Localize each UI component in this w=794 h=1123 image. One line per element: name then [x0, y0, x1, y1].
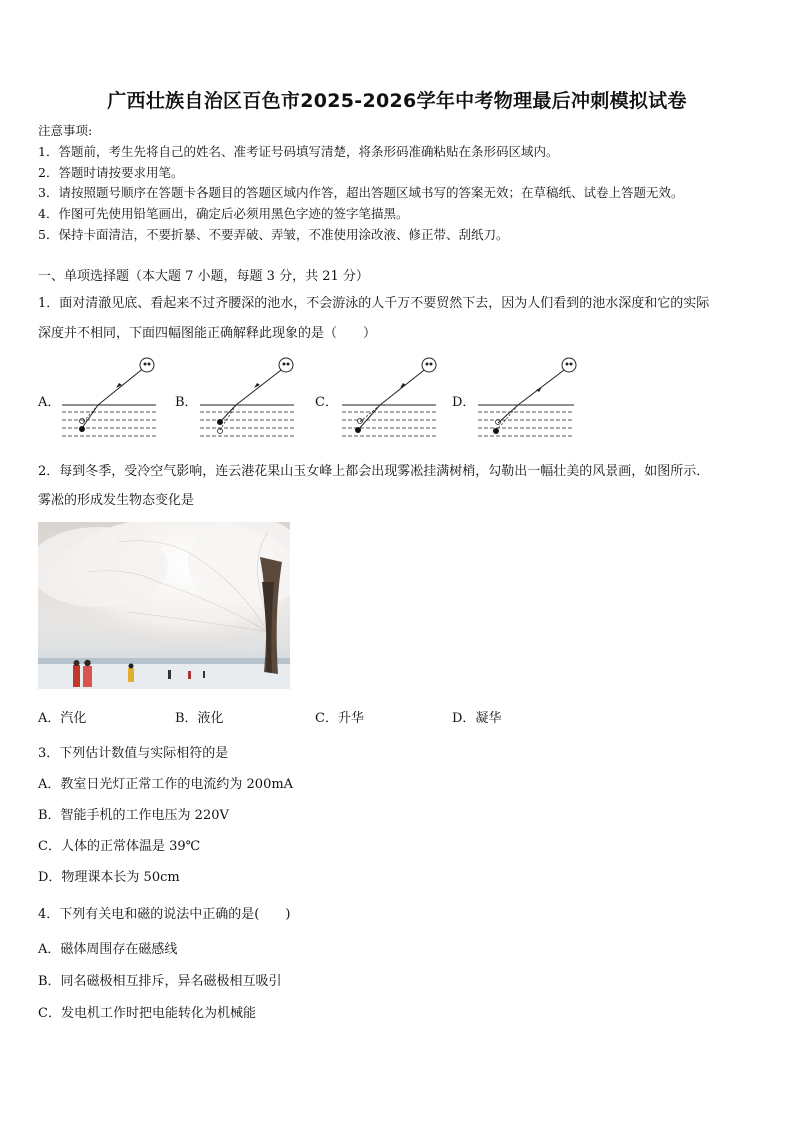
notice-item: 4．作图可先使用铅笔画出，确定后必须用黑色字迹的签字笔描黑。	[38, 206, 409, 221]
q1-figure-a	[60, 354, 160, 440]
q3-option-d: D．物理课本长为 50cm	[38, 870, 180, 885]
q2-option-c: C．升华	[315, 711, 364, 726]
q1-figure-b	[198, 354, 298, 440]
notice-item: 3．请按照题号顺序在答题卡各题目的答题区域内作答，超出答题区域书写的答案无效；在草稿纸、试卷上答题无效。	[38, 185, 684, 200]
q1-option-a-label: A．	[38, 395, 61, 410]
q2-stem-line2: 雾凇的形成发生物态变化是	[38, 493, 195, 508]
q4-option-a: A．磁体周围存在磁感线	[38, 942, 178, 957]
q3-stem: 3．下列估计数值与实际相符的是	[38, 746, 229, 761]
q3-option-b: B．智能手机的工作电压为 220V	[38, 808, 229, 823]
q1-stem-line2: 深度并不相同，下面四幅图能正确解释此现象的是（ ）	[38, 326, 377, 341]
q4-stem: 4．下列有关电和磁的说法中正确的是( )	[38, 907, 291, 922]
notice-item: 2．答题时请按要求用笔。	[38, 165, 184, 180]
section-heading: 一、单项选择题（本大题 7 小题，每题 3 分，共 21 分）	[38, 269, 369, 284]
notice-item: 1．答题前，考生先将自己的姓名、准考证号码填写清楚，将条形码准确粘贴在条形码区域内。	[38, 144, 559, 159]
q2-stem-line1: 2．每到冬季，受冷空气影响，连云港花果山玉女峰上都会出现雾凇挂满树梢，勾勒出一幅壮美的风景画，如图所示．	[38, 464, 710, 479]
q2-option-d: D．凝华	[452, 711, 502, 726]
q1-option-d-label: D．	[452, 395, 476, 410]
q1-option-b-label: B．	[175, 395, 198, 410]
q3-option-a: A．教室日光灯正常工作的电流约为 200mA	[38, 777, 294, 792]
q1-figure-c	[340, 354, 440, 440]
notice-item: 5．保持卡面清洁，不要折暴、不要弄破、弄皱，不准使用涂改液、修正带、刮纸刀。	[38, 227, 509, 242]
q1-option-c-label: C．	[315, 395, 338, 410]
rime-tree-photo	[38, 522, 290, 689]
q1-stem-line1: 1．面对清澈见底、看起来不过齐腰深的池水，不会游泳的人千万不要贸然下去，因为人们看到的池水深度和它的实际	[38, 296, 710, 311]
notice-heading: 注意事项:	[38, 123, 93, 138]
q4-option-c: C．发电机工作时把电能转化为机械能	[38, 1006, 256, 1021]
q1-figure-d	[476, 354, 580, 440]
q2-option-b: B．液化	[175, 711, 224, 726]
q2-option-a: A．汽化	[38, 711, 87, 726]
page-title: 广西壮族自治区百色市2025-2026学年中考物理最后冲刺模拟试卷	[107, 90, 687, 112]
q4-option-b: B．同名磁极相互排斥，异名磁极相互吸引	[38, 974, 282, 989]
q3-option-c: C．人体的正常体温是 39℃	[38, 839, 201, 854]
